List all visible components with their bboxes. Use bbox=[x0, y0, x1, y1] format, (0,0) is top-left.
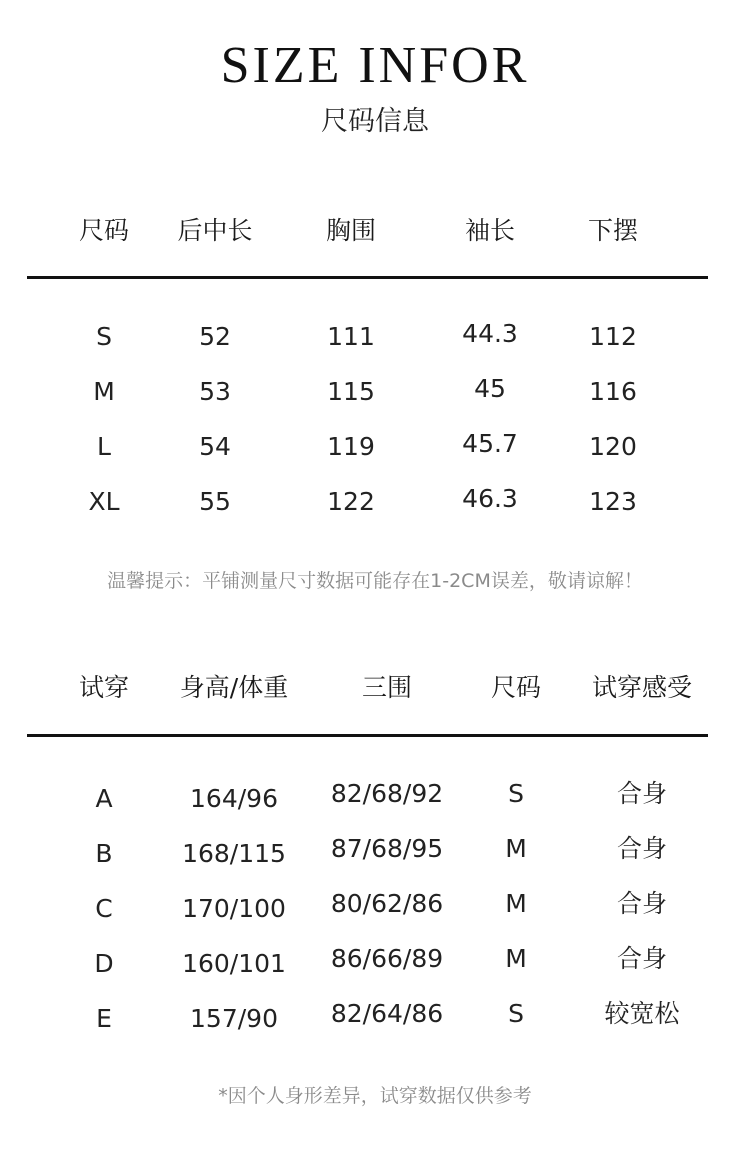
size-cell: 55 bbox=[199, 487, 231, 516]
fit-cell: 168/115 bbox=[182, 839, 286, 868]
fit-note: *因个人身形差异，试穿数据仅供参考 bbox=[218, 1085, 532, 1107]
fit-cell: S bbox=[508, 779, 524, 808]
fit-cell: 82/64/86 bbox=[330, 999, 444, 1028]
size-header-size: 尺码 bbox=[78, 216, 130, 245]
fit-cell: 82/68/92 bbox=[330, 779, 444, 808]
page-title: SIZE INFOR bbox=[220, 37, 530, 94]
fit-cell: M bbox=[505, 944, 527, 973]
fit-cell: M bbox=[505, 889, 527, 918]
measurement-note: 温馨提示：平铺测量尺寸数据可能存在1-2CM误差，敬请谅解！ bbox=[107, 570, 643, 592]
fit-cell: C bbox=[95, 894, 113, 923]
size-cell: L bbox=[97, 432, 111, 461]
fit-cell: D bbox=[94, 949, 114, 978]
fit-cell: 合身 bbox=[616, 889, 668, 918]
size-cell: M bbox=[93, 377, 115, 406]
fit-cell: 合身 bbox=[616, 834, 668, 863]
size-cell: 53 bbox=[199, 377, 231, 406]
size-header-back-length: 后中长 bbox=[177, 216, 253, 245]
size-cell: S bbox=[96, 322, 112, 351]
size-cell: 120 bbox=[589, 432, 637, 461]
size-cell: 45.7 bbox=[462, 429, 518, 458]
size-cell: 115 bbox=[327, 377, 375, 406]
fit-table-divider bbox=[27, 734, 708, 737]
fit-cell: A bbox=[95, 784, 113, 813]
fit-cell: 87/68/95 bbox=[330, 834, 444, 863]
size-cell: 46.3 bbox=[462, 484, 518, 513]
size-cell: 123 bbox=[589, 487, 637, 516]
size-cell: 116 bbox=[589, 377, 637, 406]
size-cell: 111 bbox=[327, 322, 375, 351]
page-subtitle: 尺码信息 bbox=[321, 106, 429, 137]
fit-cell: E bbox=[96, 1004, 112, 1033]
fit-cell: S bbox=[508, 999, 524, 1028]
fit-cell: 较宽松 bbox=[604, 999, 680, 1028]
fit-cell: 80/62/86 bbox=[330, 889, 444, 918]
size-cell: 112 bbox=[589, 322, 637, 351]
fit-cell: 160/101 bbox=[182, 949, 286, 978]
size-header-sleeve: 袖长 bbox=[464, 216, 516, 245]
size-cell: XL bbox=[88, 487, 120, 516]
fit-header-size: 尺码 bbox=[490, 673, 542, 702]
fit-cell: 86/66/89 bbox=[330, 944, 444, 973]
size-cell: 122 bbox=[327, 487, 375, 516]
size-cell: 119 bbox=[327, 432, 375, 461]
fit-cell: M bbox=[505, 834, 527, 863]
fit-cell: 170/100 bbox=[182, 894, 286, 923]
fit-header-measurements: 三围 bbox=[361, 673, 413, 702]
size-cell: 44.3 bbox=[462, 319, 518, 348]
size-cell: 45 bbox=[474, 374, 506, 403]
fit-header-height-weight: 身高/体重 bbox=[179, 673, 289, 702]
fit-cell: 合身 bbox=[616, 779, 668, 808]
fit-cell: B bbox=[95, 839, 113, 868]
fit-cell: 合身 bbox=[616, 944, 668, 973]
size-cell: 52 bbox=[199, 322, 231, 351]
size-header-chest: 胸围 bbox=[325, 216, 377, 245]
size-table-divider bbox=[27, 276, 708, 279]
fit-header-model: 试穿 bbox=[78, 673, 130, 702]
fit-header-feel: 试穿感受 bbox=[591, 673, 693, 702]
fit-cell: 157/90 bbox=[190, 1004, 278, 1033]
size-header-hem: 下摆 bbox=[587, 216, 639, 245]
fit-cell: 164/96 bbox=[190, 784, 278, 813]
size-cell: 54 bbox=[199, 432, 231, 461]
